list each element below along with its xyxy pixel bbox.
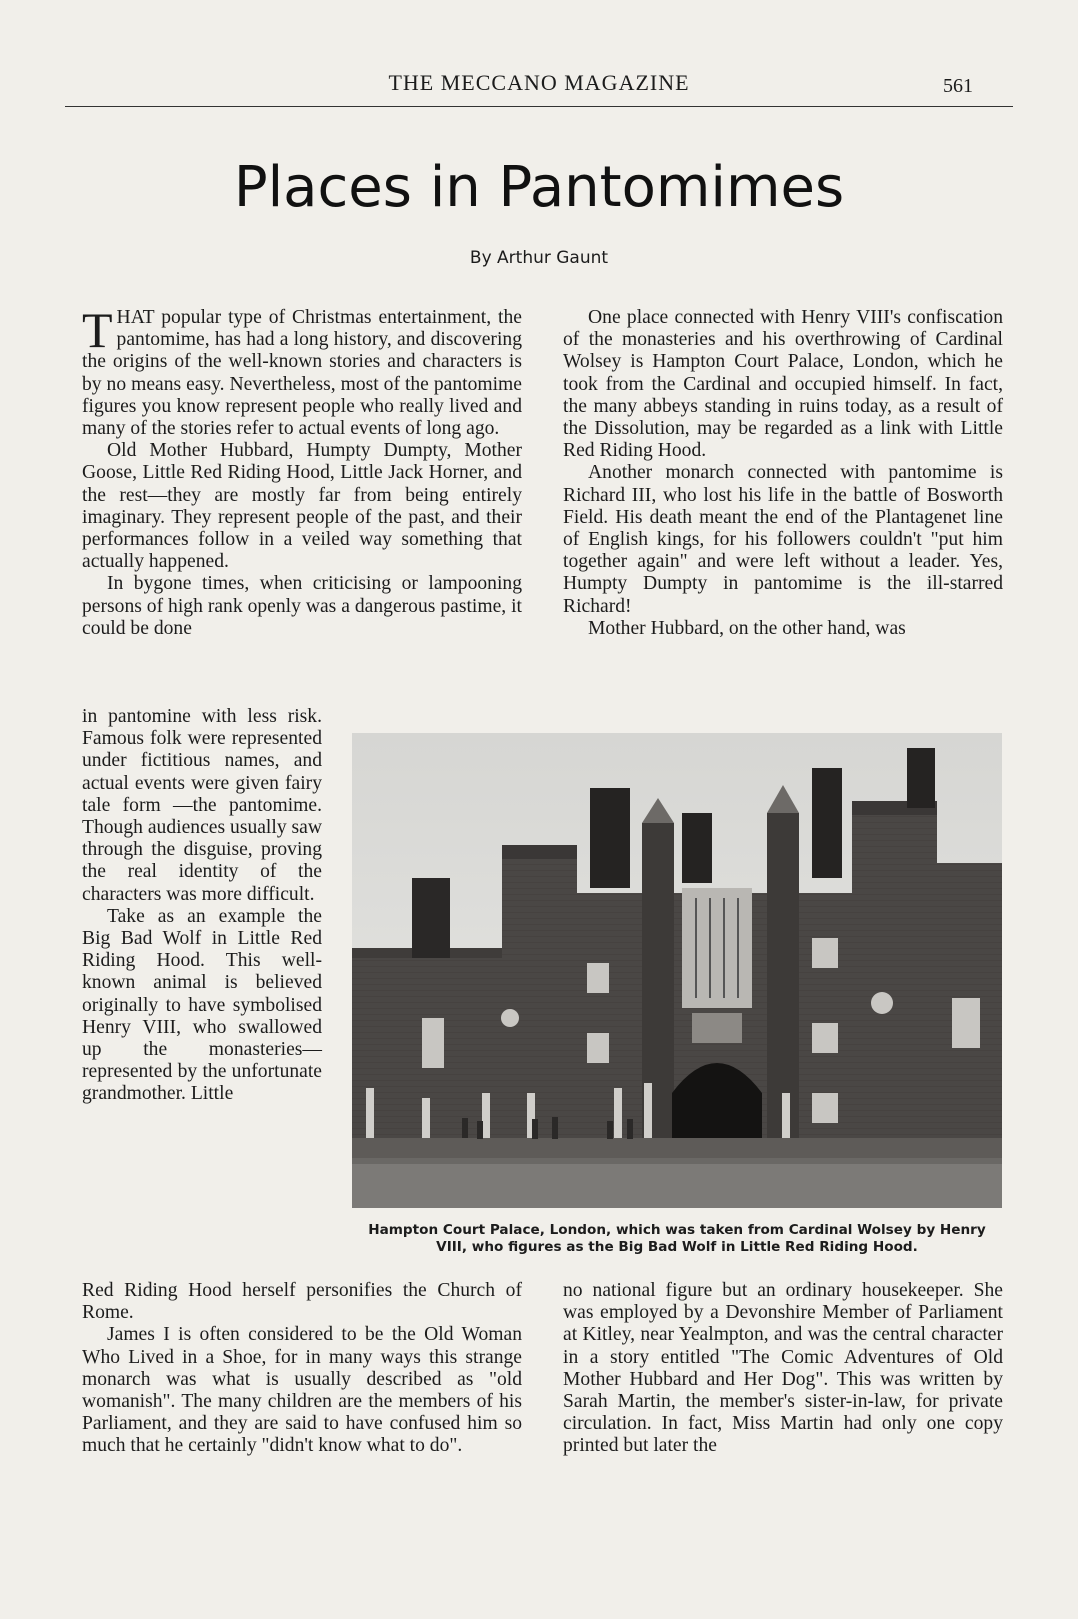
drop-cap: T <box>82 302 113 358</box>
paragraph: Take as an example the Big Bad Wolf in Little Red Riding Hood. This well-known animal is believed originally to have symbolised Henry VIII, who swallowed up the monasteries— represented by the unfortunate grandmother. Little <box>82 905 322 1105</box>
column-right-bottom <box>563 1280 1003 1458</box>
column-right-top <box>563 307 1003 640</box>
paragraph: James I is often considered to be the Old Woman Who Lived in a Shoe, for in many ways this strange monarch was what is usually described as "old womanish". The many children are the members of his Parliament, and they are said to have confused him so much that he certainly "didn't know what to do". <box>82 1324 522 1457</box>
column-left-narrow <box>82 706 322 1106</box>
article-title: Places in Pantomimes <box>233 155 845 220</box>
paragraph: Mother Hubbard, on the other hand, was <box>588 617 906 639</box>
paragraph: Another monarch connected with pantomime is Richard III, who lost his life in the battle of Bosworth Field. His death meant the end of the Plantagenet line of English kings, for his followers couldn't "put him together again" and were left without a leader. Yes, Humpty Dumpty in pantomime is the ill-starred Richard! <box>563 462 1003 617</box>
paragraph-text: HAT popular type of Christmas entertainment, the pantomime, has had a long history, and discovering the origins of the well-known stories and characters is by no means easy. Nevertheless, most of the pantomime figures you know represent people who really lived and many of the stories refer to actual events of long ago. <box>82 307 522 440</box>
photo-caption: Hampton Court Palace, London, which was taken from Cardinal Wolsey by Henry VIII, who figures as the Big Bad Wolf in Little Red Riding Hood. <box>368 1222 986 1255</box>
paragraph: In bygone times, when criticising or lampooning persons of high rank openly was a dangerous pastime, it could be done <box>82 573 522 639</box>
column-left-bottom <box>82 1280 522 1458</box>
paragraph <box>82 302 522 440</box>
page-number: 561 <box>943 75 973 97</box>
paragraph: Old Mother Hubbard, Humpty Dumpty, Mother Goose, Little Red Riding Hood, Little Jack Horner, and the rest—they are mostly far from being entirely imaginary. They represent people of the past, and their performances follow in a veiled way something that actually happened. <box>82 440 522 573</box>
column-left-top <box>82 302 522 640</box>
article-byline: By Arthur Gaunt <box>469 248 609 268</box>
paragraph: in pantomine with less risk. Famous folk were represented under fictitious names, and actual events were given fairy tale form —the pantomime. Though audiences usually saw through the disguise, proving the real identity of the characters was more difficult. <box>82 706 322 905</box>
magazine-header-title: THE MECCANO MAGAZINE <box>388 70 690 95</box>
hampton-court-palace-photo <box>352 733 1002 1208</box>
paragraph: One place connected with Henry VIII's confiscation of the monasteries and his overthrowing of Cardinal Wolsey is Hampton Court Palace, London, which he took from the Cardinal and occupied himself. In fact, the many abbeys standing in ruins today, as a result of the Dissolution, may be regarded as a link with Little Red Riding Hood. <box>563 307 1003 462</box>
paragraph: no national figure but an ordinary housekeeper. She was employed by a Devonshire Member of Parliament at Kitley, near Yealmpton, and was the central character in a story entitled "The Comic Adventures of Old Mother Hubbard and Her Dog". This was written by Sarah Martin, the member's sister-in-law, for private circulation. In fact, Miss Martin had only one copy printed but later the <box>563 1280 1003 1457</box>
header-rule <box>65 106 1013 107</box>
paragraph: Red Riding Hood herself personifies the Church of Rome. <box>82 1280 522 1324</box>
